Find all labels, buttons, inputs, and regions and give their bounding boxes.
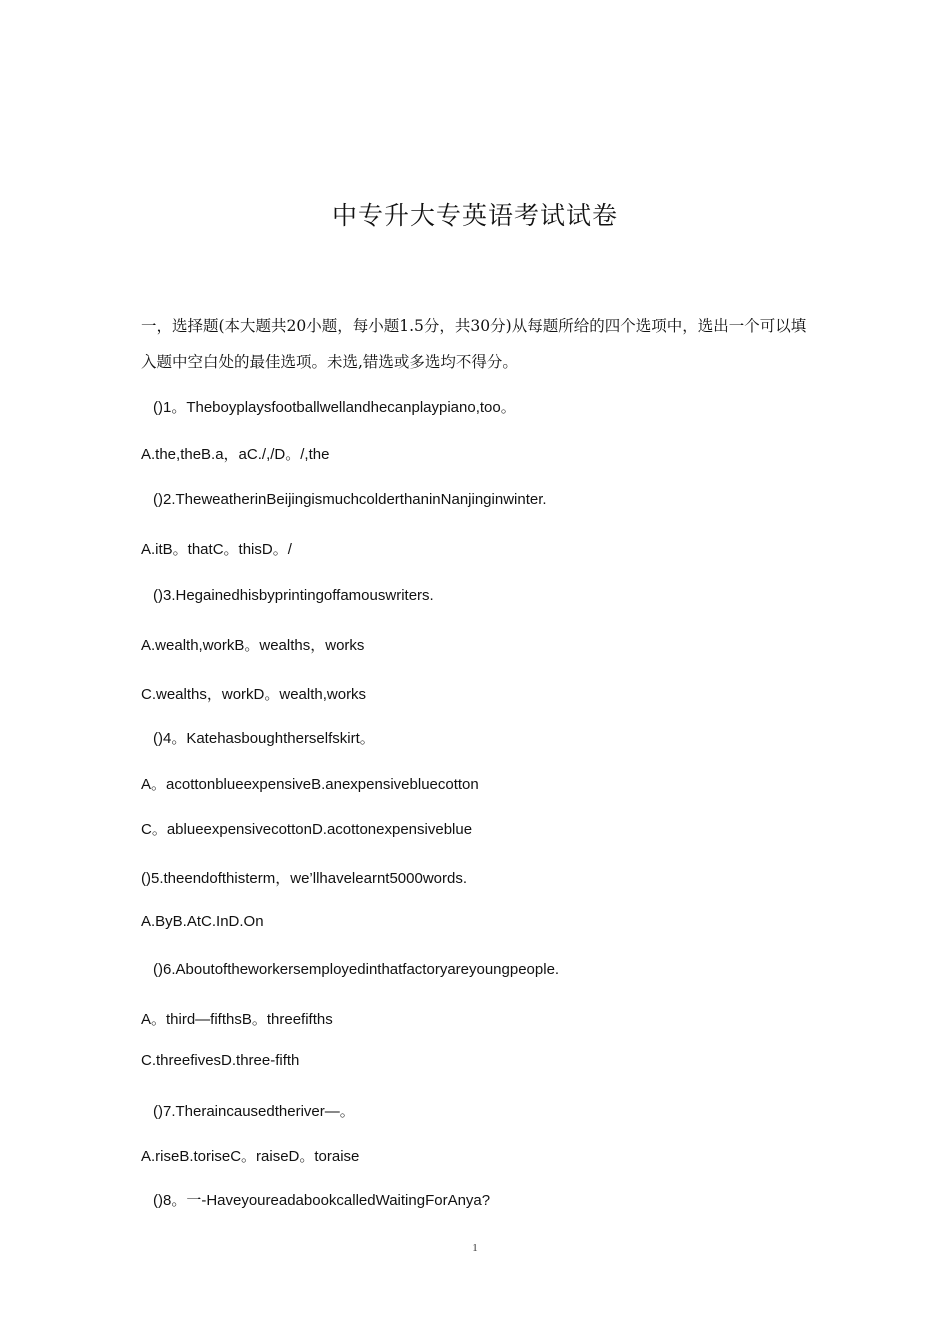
question-4: ()4。Katehasboughtherselfskirt。 <box>153 730 375 747</box>
question-2: ()2.TheweatherinBeijingismuchcolderthaninNanjinginwinter. <box>153 491 547 508</box>
question-3: ()3.Hegainedhisbyprintingoffamouswriters. <box>153 587 434 604</box>
options-4b: C。ablueexpensivecottonD.acottonexpensiveblue <box>141 821 473 838</box>
options-2: A.itB。thatC。thisD。/ <box>141 541 292 558</box>
options-5: A.ByB.AtC.InD.On <box>141 913 264 930</box>
options-3b: C.wealths，workD。wealth,works <box>141 686 367 703</box>
section-instruction: 一，选择题(本大题共20小题，每小题1.5分，共30分)从每题所给的四个选项中，选出一个可以填入题中空白处的最佳选项。未选,错选或多选均不得分。 <box>141 317 807 371</box>
question-1: ()1。Theboyplaysfootballwellandhecanplaypiano,too。 <box>153 399 516 416</box>
page-title: 中专升大专英语考试试卷 <box>331 201 618 230</box>
options-6a: A。third—fifthsB。threefifths <box>141 1011 333 1028</box>
page-number: 1 <box>472 1242 478 1254</box>
question-7: ()7.Theraincausedtheriver—。 <box>153 1103 355 1120</box>
options-7: A.riseB.toriseC。raiseD。toraise <box>141 1148 360 1165</box>
question-5: ()5.theendofthisterm，we’llhavelearnt5000words. <box>141 870 468 887</box>
options-1: A.the,theB.a，aC./,/D。/,the <box>141 446 330 463</box>
question-6: ()6.Aboutoftheworkersemployedinthatfactoryareyoungpeople. <box>153 961 560 978</box>
options-4a: A。acottonblueexpensiveB.anexpensivebluecotton <box>141 776 479 793</box>
question-8: ()8。一-HaveyoureadabookcalledWaitingForAnya? <box>153 1192 491 1209</box>
options-6b: C.threefivesD.three-fifth <box>141 1052 300 1069</box>
options-3a: A.wealth,workB。wealths，works <box>141 637 365 654</box>
